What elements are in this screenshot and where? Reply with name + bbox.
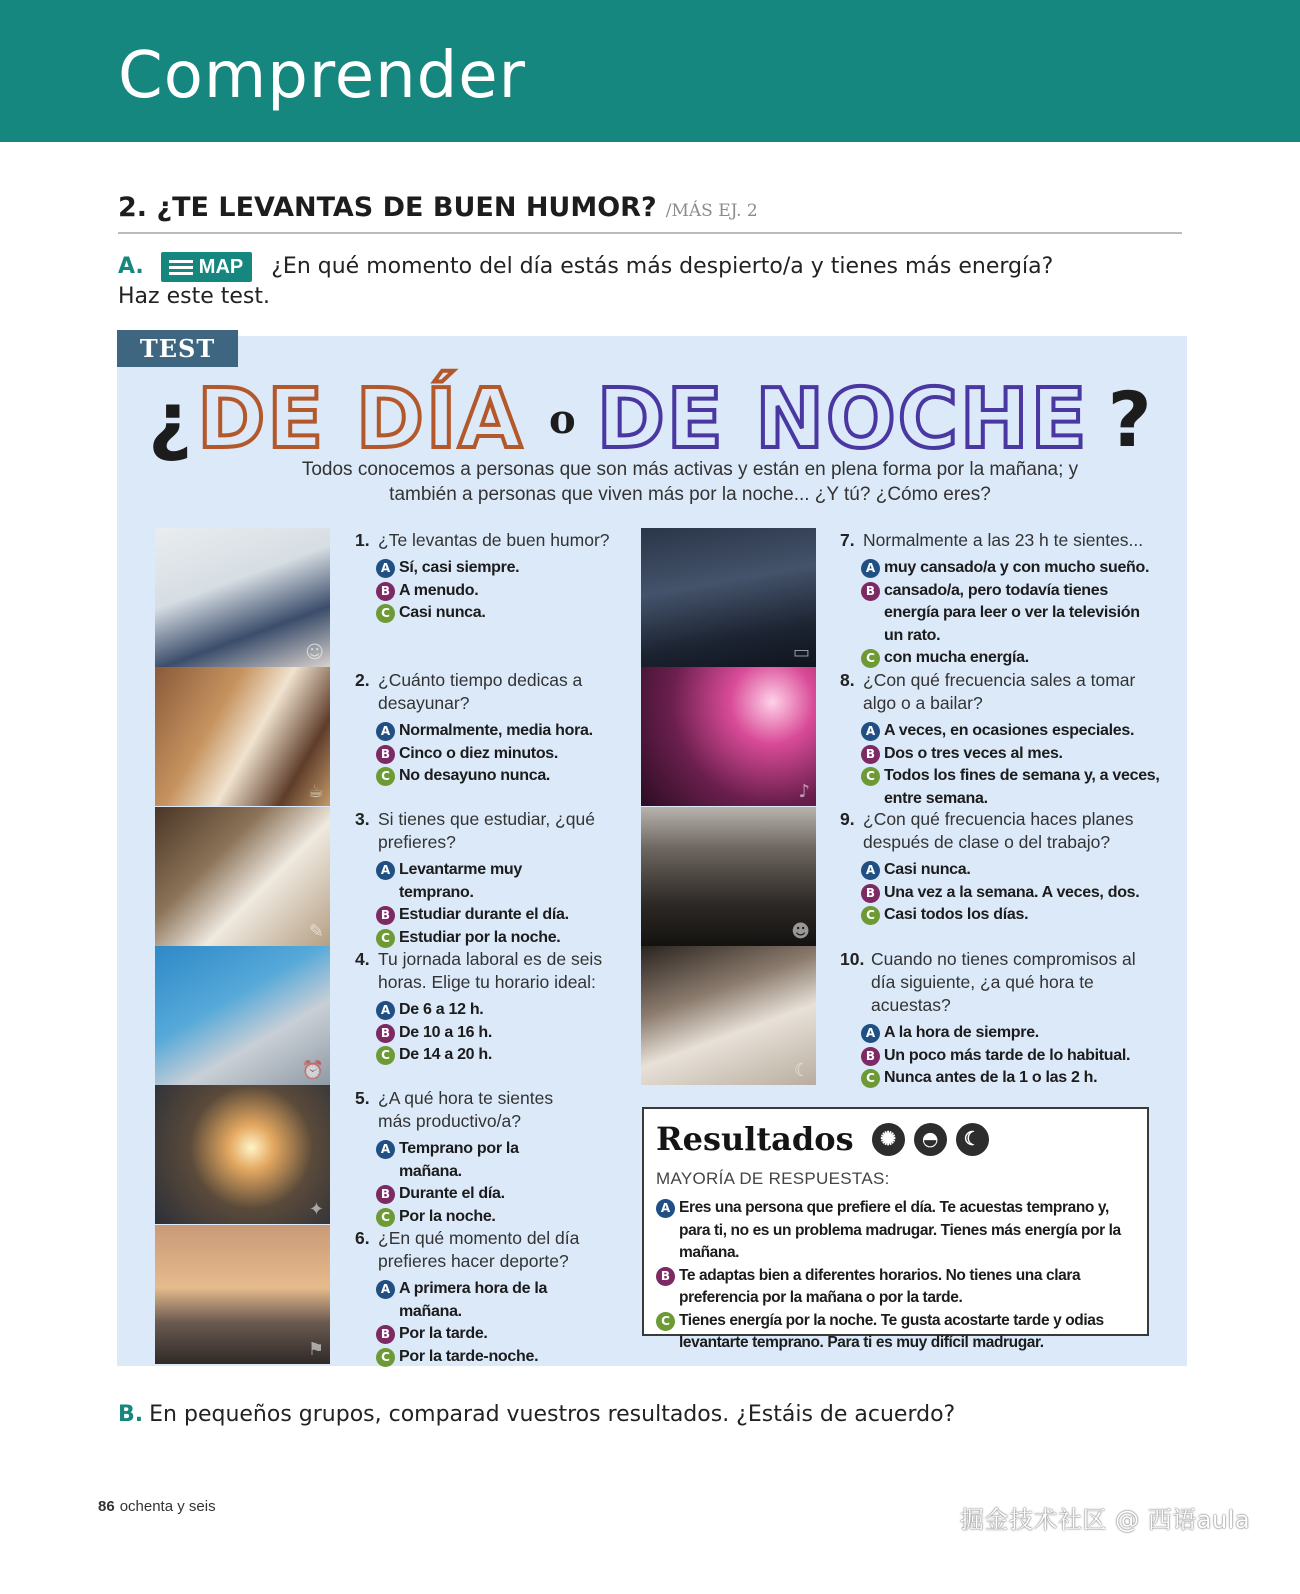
question-text: Cuando no tienes compromisos al día siguiente, ¿a qué hora te acuestas?: [871, 949, 1136, 1015]
option-letter: A: [861, 559, 880, 578]
map-badge-label: MAP: [198, 256, 244, 278]
option-text: De 14 a 20 h.: [399, 1046, 493, 1063]
option-letter: C: [376, 1348, 395, 1367]
result-c: [656, 1310, 1135, 1355]
question-text: ¿Con qué frecuencia sales a tomar algo o a bailar?: [863, 670, 1136, 713]
page-footer: [98, 1498, 216, 1515]
option-text: A primera hora de la mañana.: [399, 1280, 548, 1320]
photo-studying: [155, 807, 330, 946]
option-c[interactable]: [376, 1044, 605, 1067]
section-ref: /MÁS EJ. 2: [665, 201, 758, 221]
breakfast-icon: ☕: [307, 781, 324, 802]
photo-crowd: [641, 807, 816, 946]
question-number: 8.: [840, 670, 855, 690]
option-text: Una vez a la semana. A veces, dos.: [884, 883, 1140, 901]
option-c[interactable]: [376, 927, 595, 950]
result-b: [656, 1265, 1135, 1310]
option-letter: C: [376, 1208, 395, 1227]
task-a-text: ¿En qué momento del día estás más despierto/a y tienes más energía?: [271, 254, 1054, 279]
question-text: ¿En qué momento del día prefieres hacer deporte?: [378, 1228, 580, 1271]
question-9: [840, 808, 1140, 927]
option-text: No desayuno nunca.: [399, 767, 551, 784]
question-8: [840, 669, 1160, 810]
option-text: Un poco más tarde de lo habitual.: [884, 1046, 1131, 1064]
sleep-icon: ☾: [793, 1060, 810, 1081]
result-letter: A: [656, 1199, 675, 1218]
title-de-noche: DE NOCHE: [596, 372, 1089, 467]
task-a-text2: Haz este test.: [118, 284, 270, 309]
option-letter: C: [861, 649, 880, 668]
question-5: [355, 1087, 575, 1228]
option-text: Nunca antes de la 1 o las 2 h.: [884, 1069, 1098, 1086]
option-letter: C: [376, 1046, 395, 1065]
question-text: Tu jornada laboral es de seis horas. Elige tu horario ideal:: [378, 949, 603, 992]
moon-icon: ☾: [956, 1123, 989, 1156]
option-b[interactable]: [376, 904, 595, 927]
section-heading: [118, 192, 1182, 234]
option-text: A la hora de siempre.: [884, 1024, 1039, 1041]
result-letter: B: [656, 1267, 675, 1286]
option-a[interactable]: [376, 1278, 605, 1323]
photo-family-breakfast: [155, 667, 330, 806]
option-text: muy cansado/a y con mucho sueño.: [884, 559, 1150, 576]
option-letter: B: [376, 745, 395, 764]
option-c[interactable]: [376, 1346, 605, 1369]
page-number: 86: [98, 1498, 115, 1515]
pen-icon: ✎: [308, 921, 324, 942]
question-6: [355, 1227, 605, 1368]
option-text: Durante el día.: [399, 1185, 505, 1202]
question-1: [355, 529, 630, 625]
option-c[interactable]: [861, 1067, 1160, 1090]
option-c[interactable]: [861, 765, 1160, 810]
option-letter: A: [376, 1140, 395, 1159]
option-letter: A: [376, 1280, 395, 1299]
test-title: [148, 372, 1152, 467]
option-text: Por la tarde.: [399, 1325, 488, 1342]
option-b[interactable]: [861, 743, 1160, 766]
title-question-open: ¿: [148, 375, 193, 464]
task-a-letter: A.: [118, 254, 144, 279]
option-letter: C: [861, 767, 880, 786]
question-3: [355, 808, 595, 949]
option-text: Cinco o diez minutos.: [399, 744, 559, 762]
option-text: Temprano por la mañana.: [399, 1140, 519, 1180]
question-text: ¿Te levantas de buen humor?: [378, 530, 610, 550]
option-letter: C: [861, 906, 880, 925]
option-text: con mucha energía.: [884, 649, 1029, 666]
option-c[interactable]: [861, 647, 1160, 670]
results-box: [642, 1107, 1149, 1351]
photo-woman-laptop-night: [641, 528, 816, 667]
header-band: [0, 0, 1300, 142]
title-question-close: ?: [1107, 375, 1152, 464]
option-text: Sí, casi siempre.: [399, 559, 520, 576]
task-b-letter: B.: [118, 1402, 144, 1427]
option-letter: B: [861, 745, 880, 764]
photo-laptop-clock: [155, 946, 330, 1085]
results-heading: Resultados: [656, 1120, 854, 1158]
option-b[interactable]: [376, 743, 595, 766]
option-text: Casi todos los días.: [884, 906, 1029, 923]
option-letter: C: [376, 767, 395, 786]
question-number: 1.: [355, 530, 370, 550]
section-title: 2. ¿TE LEVANTAS DE BUEN HUMOR?: [118, 192, 657, 223]
laptop-icon: ▭: [792, 642, 810, 663]
option-letter: B: [861, 582, 880, 601]
option-c[interactable]: [861, 904, 1140, 927]
option-letter: B: [376, 1325, 395, 1344]
test-intro: [260, 457, 1120, 507]
title-de-dia: DE DÍA: [197, 372, 524, 467]
option-text: Por la tarde-noche.: [399, 1347, 539, 1365]
photo-lightbulb: [155, 1085, 330, 1224]
option-text: Todos los fines de semana y, a veces, entre semana.: [884, 767, 1160, 807]
question-text: ¿A qué hora te sientes más productivo/a?: [378, 1088, 554, 1131]
intro-line-2: también a personas que viven más por la noche... ¿Y tú? ¿Cómo eres?: [389, 484, 991, 505]
person-icon: ☺: [305, 642, 324, 663]
question-text: Si tienes que estudiar, ¿qué prefieres?: [378, 809, 595, 852]
option-text: A menudo.: [399, 581, 479, 599]
option-a[interactable]: [376, 999, 605, 1022]
question-2: [355, 669, 595, 788]
question-10: [840, 948, 1160, 1090]
page-title: Comprender: [118, 39, 526, 113]
option-letter: A: [861, 1024, 880, 1043]
question-text: Normalmente a las 23 h te sientes...: [863, 530, 1144, 550]
sunrise-icon: ◓: [914, 1123, 947, 1156]
option-a[interactable]: [861, 859, 1140, 882]
option-letter: C: [376, 929, 395, 948]
option-text: De 6 a 12 h.: [399, 1001, 484, 1018]
option-text: Estudiar por la noche.: [399, 928, 561, 946]
runner-icon: ⚑: [307, 1339, 324, 1360]
option-b[interactable]: [861, 882, 1140, 905]
result-a: [656, 1197, 1135, 1265]
option-a[interactable]: [376, 1138, 575, 1183]
option-letter: A: [376, 722, 395, 741]
map-badge[interactable]: [161, 252, 252, 282]
option-b[interactable]: [376, 1022, 605, 1045]
option-a[interactable]: [861, 720, 1160, 743]
result-letter: C: [656, 1312, 675, 1331]
option-letter: A: [376, 861, 395, 880]
option-text: Casi nunca.: [399, 604, 486, 621]
option-b[interactable]: [376, 1323, 605, 1346]
option-text: Normalmente, media hora.: [399, 722, 593, 739]
result-text: Tienes energía por la noche. Te gusta acostarte tarde y odias levantarte temprano. Para ti es muy difícil madrugar.: [679, 1311, 1104, 1351]
option-a[interactable]: [376, 557, 630, 580]
option-b[interactable]: [376, 580, 630, 603]
option-a[interactable]: [861, 1022, 1160, 1045]
option-text: Estudiar durante el día.: [399, 906, 569, 923]
sun-icon: ✺: [872, 1123, 905, 1156]
photo-runner: [155, 1225, 330, 1364]
result-text: Eres una persona que prefiere el día. Te acuestas temprano y, para ti, no es un problema madrugar. Tienes más energía por la mañana.: [679, 1199, 1121, 1261]
clock-icon: ⏰: [301, 1060, 324, 1081]
option-a[interactable]: [376, 859, 595, 904]
option-c[interactable]: [376, 765, 595, 788]
results-title: [656, 1119, 1135, 1159]
results-icons: [872, 1123, 989, 1156]
option-b[interactable]: [861, 580, 1151, 648]
question-number: 4.: [355, 949, 370, 969]
option-letter: C: [376, 604, 395, 623]
option-b[interactable]: [861, 1045, 1160, 1068]
crowd-icon: ☻: [791, 921, 810, 942]
task-b: [118, 1400, 955, 1430]
question-number: 7.: [840, 530, 855, 550]
option-text: Levantarme muy temprano.: [399, 861, 522, 901]
question-7: [840, 529, 1160, 670]
photo-woman-waking: [155, 528, 330, 667]
question-number: 9.: [840, 809, 855, 829]
option-b[interactable]: [376, 1183, 575, 1206]
option-a[interactable]: [376, 720, 595, 743]
option-letter: A: [376, 1001, 395, 1020]
option-letter: B: [376, 1185, 395, 1204]
option-letter: A: [861, 722, 880, 741]
option-letter: B: [376, 906, 395, 925]
watermark: 掘金技术社区 @ 西语aula: [960, 1506, 1251, 1534]
option-letter: B: [376, 582, 395, 601]
option-letter: B: [376, 1024, 395, 1043]
option-letter: B: [861, 884, 880, 903]
intro-line-1: Todos conocemos a personas que son más activas y están en plena forma por la mañana; y: [301, 459, 1079, 480]
question-4: [355, 948, 605, 1067]
music-icon: ♪: [798, 781, 810, 802]
option-text: Por la noche.: [399, 1207, 496, 1225]
option-text: A veces, en ocasiones especiales.: [884, 722, 1135, 739]
question-number: 3.: [355, 809, 370, 829]
task-a: [118, 252, 1198, 312]
question-text: ¿Con qué frecuencia haces planes después de clase o del trabajo?: [863, 809, 1134, 852]
test-tab: TEST: [117, 330, 238, 367]
question-number: 10.: [840, 949, 865, 969]
title-or: o: [548, 396, 576, 443]
results-subtitle: MAYORÍA DE RESPUESTAS:: [656, 1169, 890, 1188]
option-text: cansado/a, pero todavía tienes energía para leer o ver la televisión un rato.: [884, 581, 1140, 644]
option-letter: A: [861, 861, 880, 880]
option-text: De 10 a 16 h.: [399, 1023, 493, 1041]
option-text: Dos o tres veces al mes.: [884, 744, 1063, 762]
option-a[interactable]: [861, 557, 1160, 580]
option-c[interactable]: [376, 602, 630, 625]
result-text: Te adaptas bien a diferentes horarios. No tienes una clara preferencia por la mañana o por la tarde.: [679, 1266, 1081, 1306]
option-c[interactable]: [376, 1206, 575, 1229]
photo-party: [641, 667, 816, 806]
page-number-words: ochenta y seis: [119, 1498, 216, 1515]
question-number: 6.: [355, 1228, 370, 1248]
question-number: 2.: [355, 670, 370, 690]
option-letter: A: [376, 559, 395, 578]
menu-lines-icon: [169, 257, 193, 278]
lightbulb-icon: ✦: [308, 1199, 324, 1220]
option-letter: C: [861, 1069, 880, 1088]
question-number: 5.: [355, 1088, 370, 1108]
photo-sleeping: [641, 946, 816, 1085]
task-b-text: En pequeños grupos, comparad vuestros resultados. ¿Estáis de acuerdo?: [149, 1402, 956, 1427]
option-letter: B: [861, 1047, 880, 1066]
question-text: ¿Cuánto tiempo dedicas a desayunar?: [378, 670, 583, 713]
option-text: Casi nunca.: [884, 861, 971, 878]
